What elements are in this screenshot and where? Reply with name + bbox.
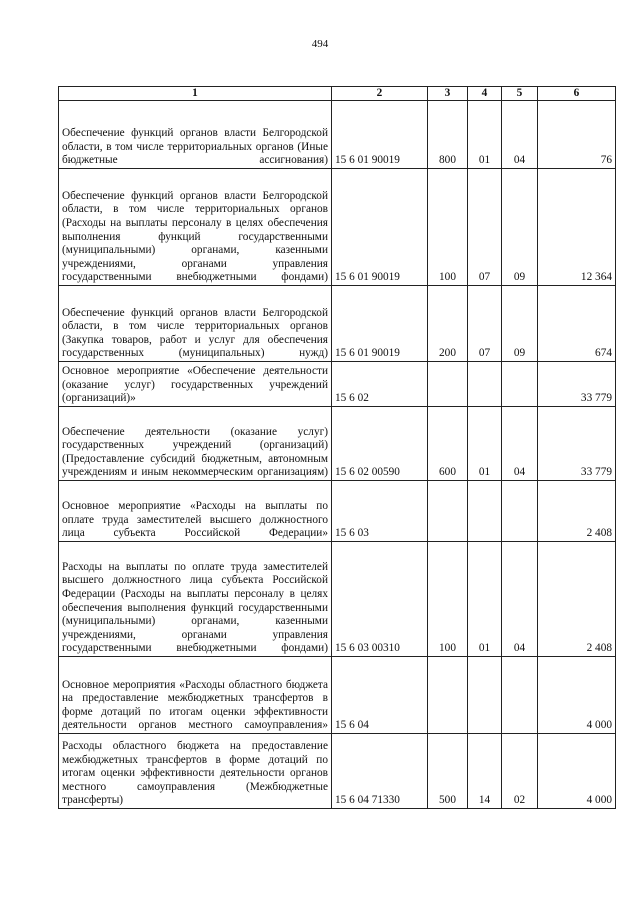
row-description: Основное мероприятие «Расходы на выплаты по оплате труда заместителей высшего должностного лица субъекта Российской Федерации» (59, 481, 332, 542)
column-header-6: 6 (538, 87, 616, 101)
row-col-5 (502, 481, 538, 542)
row-code: 15 6 01 90019 (332, 169, 428, 286)
row-col-3: 100 (428, 169, 468, 286)
row-amount: 4 000 (538, 657, 616, 734)
row-col-5: 09 (502, 169, 538, 286)
row-col-3: 200 (428, 286, 468, 362)
row-col-4 (468, 481, 502, 542)
row-col-5: 02 (502, 734, 538, 809)
row-amount: 2 408 (538, 542, 616, 657)
table-row (59, 101, 616, 169)
row-code: 15 6 03 (332, 481, 428, 542)
row-amount: 76 (538, 101, 616, 169)
row-amount: 4 000 (538, 734, 616, 809)
table-row (59, 169, 616, 286)
row-description: Обеспечение функций органов власти Белгородской области, в том числе территориальных органов (Иные бюджетные ассигнования) (59, 101, 332, 169)
row-col-4 (468, 657, 502, 734)
table-header-row (59, 87, 616, 101)
table-row (59, 362, 616, 407)
row-col-3: 500 (428, 734, 468, 809)
row-code: 15 6 02 00590 (332, 407, 428, 481)
row-col-5: 09 (502, 286, 538, 362)
row-col-4: 01 (468, 542, 502, 657)
row-code: 15 6 01 90019 (332, 286, 428, 362)
row-amount: 33 779 (538, 362, 616, 407)
row-code: 15 6 01 90019 (332, 101, 428, 169)
row-col-3: 100 (428, 542, 468, 657)
row-amount: 33 779 (538, 407, 616, 481)
table-row (59, 542, 616, 657)
row-col-3 (428, 657, 468, 734)
column-header-4: 4 (468, 87, 502, 101)
row-description: Обеспечение функций органов власти Белгородской области, в том числе территориальных органов (Закупка товаров, работ и услуг для обеспечения государственных (муниципальных) нужд) (59, 286, 332, 362)
table-row (59, 481, 616, 542)
row-col-5: 04 (502, 407, 538, 481)
table-row (59, 657, 616, 734)
row-description: Обеспечение деятельности (оказание услуг) государственных учреждений (организаций) (Предоставление субсидий бюджетным, автономным учреждениям и иным некоммерческим организациям) (59, 407, 332, 481)
row-col-3: 600 (428, 407, 468, 481)
row-code: 15 6 04 71330 (332, 734, 428, 809)
column-header-5: 5 (502, 87, 538, 101)
row-code: 15 6 03 00310 (332, 542, 428, 657)
column-header-2: 2 (332, 87, 428, 101)
row-col-5: 04 (502, 101, 538, 169)
table-row (59, 286, 616, 362)
row-col-3 (428, 362, 468, 407)
row-col-4: 14 (468, 734, 502, 809)
page-number: 494 (311, 38, 329, 50)
row-col-4: 01 (468, 101, 502, 169)
row-col-4: 01 (468, 407, 502, 481)
row-col-5 (502, 657, 538, 734)
row-code: 15 6 04 (332, 657, 428, 734)
row-col-3 (428, 481, 468, 542)
row-col-4 (468, 362, 502, 407)
row-col-5: 04 (502, 542, 538, 657)
row-amount: 674 (538, 286, 616, 362)
row-description: Расходы на выплаты по оплате труда заместителей высшего должностного лица субъекта Российской Федерации (Расходы на выплаты персоналу в целях обеспечения выполнения функций государственными (муниципальными) органами, казенными учреждениями, органами управления государственными внебюджетными фондами) (59, 542, 332, 657)
row-description: Расходы областного бюджета на предоставление межбюджетных трансфертов в форме дотаций по итогам оценки эффективности деятельности органов местного самоуправления (Межбюджетные трансферты) (59, 734, 332, 809)
row-description: Обеспечение функций органов власти Белгородской области, в том числе территориальных органов (Расходы на выплаты персоналу в целях обеспечения выполнения функций государственными (муниципальными) органами, казенными учреждениями, органами управления государственными внебюджетными фондами) (59, 169, 332, 286)
row-description: Основное мероприятия «Расходы областного бюджета на предоставление межбюджетных трансфертов в форме дотаций по итогам оценки эффективности деятельности органов местного самоуправления» (59, 657, 332, 734)
table-row (59, 734, 616, 809)
row-col-5 (502, 362, 538, 407)
row-amount: 12 364 (538, 169, 616, 286)
budget-table (58, 86, 616, 809)
row-code: 15 6 02 (332, 362, 428, 407)
row-amount: 2 408 (538, 481, 616, 542)
row-description: Основное мероприятие «Обеспечение деятельности (оказание услуг) государственных учреждений (организаций)» (59, 362, 332, 407)
row-col-4: 07 (468, 286, 502, 362)
table-row (59, 407, 616, 481)
row-col-3: 800 (428, 101, 468, 169)
row-col-4: 07 (468, 169, 502, 286)
column-header-1: 1 (59, 87, 332, 101)
column-header-3: 3 (428, 87, 468, 101)
